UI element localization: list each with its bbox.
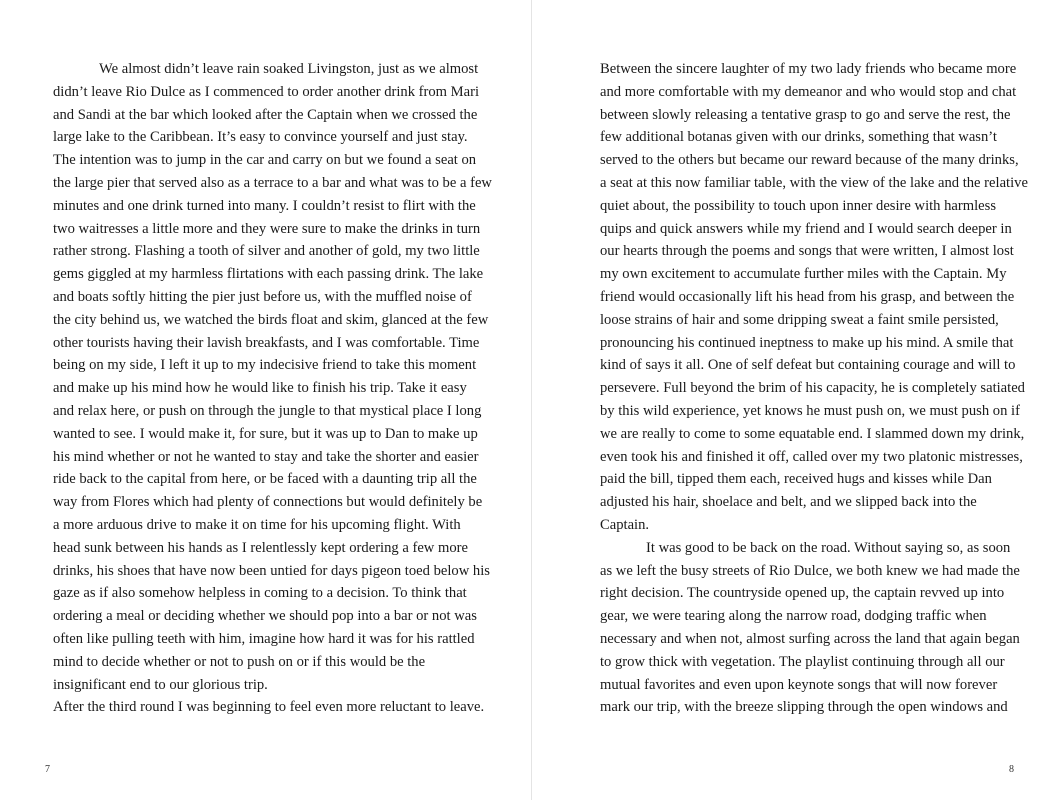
text-line: friend would occasionally lift his head from his grasp, and between the [600, 288, 1015, 305]
text-line: kind of says it all. One of self defeat but containing courage and will to [600, 357, 1016, 374]
text-line: even took his and finished it off, called over my two platonic mistresses, [600, 448, 1023, 465]
text-line: other tourists having their lavish breakfasts, and I was comfortable. Time [53, 334, 480, 351]
text-line: rather strong. Flashing a tooth of silver and another of gold, my two little [53, 243, 480, 260]
right-page-text [600, 58, 1028, 719]
text-line: mind to decide whether or not to push on or if this would be the [53, 653, 426, 670]
text-line: gems giggled at my harmless flirtations with each passing drink. The lake [53, 266, 484, 283]
text-line: being on my side, I left it up to my indecisive friend to take this moment [53, 357, 477, 374]
text-line: and relax here, or push on through the jungle to that mystical place I long [53, 402, 482, 419]
page-number: 8 [1009, 764, 1014, 775]
left-page-text [53, 58, 492, 719]
text-line: we are really to come to some equatable end. I slammed down my drink, [600, 425, 1025, 442]
text-line: mark our trip, with the breeze slipping through the open windows and [600, 699, 1008, 716]
text-line: the city behind us, we watched the birds float and skim, glanced at the few [53, 311, 489, 328]
text-line: and more comfortable with my demeanor and who would stop and chat [600, 83, 1017, 100]
text-line: gear, we were tearing along the narrow road, dodging traffic when [600, 608, 987, 625]
text-line: two waitresses a little more and they were sure to make the drinks in turn [53, 220, 481, 237]
text-line: Between the sincere laughter of my two lady friends who became more [600, 61, 1017, 77]
text-line: We almost didn’t leave rain soaked Livingston, just as we almost [99, 61, 479, 77]
text-line: to grow thick with vegetation. The playlist continuing through all our [600, 653, 1005, 670]
text-line: ride back to the capital from here, or be faced with a daunting trip all the [53, 471, 477, 488]
text-line: and Sandi at the bar which looked after the Captain when we crossed the [53, 106, 478, 123]
text-line: as we left the busy streets of Rio Dulce, we both knew we had made the [600, 562, 1020, 579]
text-line: by this wild experience, yet knows he must push on, we must push on if [600, 402, 1020, 419]
text-line: and make up his mind how he would like to finish his trip. Take it easy [53, 380, 467, 397]
text-line: head sunk between his hands as I relentlessly kept ordering a few more [53, 539, 468, 556]
text-line: drinks, his shoes that have now been untied for days pigeon toed below his [53, 562, 490, 579]
text-line: paid the bill, tipped them each, received hugs and kisses while Dan [600, 471, 992, 488]
text-line: large lake to the Caribbean. It’s easy to convince yourself and just stay. [53, 129, 468, 146]
text-line: his mind whether or not he wanted to stay and take the shorter and easier [53, 448, 479, 465]
text-line: quips and quick answers while my friend and I would search deeper in [600, 220, 1012, 237]
text-line: my own excitement to accumulate further miles with the Captain. My [600, 266, 1007, 283]
text-line: quiet about, the possibility to touch upon inner desire with harmless [600, 197, 996, 214]
text-line: and boats softly hitting the pier just before us, with the muffled noise of [53, 288, 472, 305]
text-line: often like pulling teeth with him, imagine how hard it was for his rattled [53, 630, 475, 647]
text-line: few additional botanas given with our drinks, something that wasn’t [600, 129, 997, 146]
text-line: necessary and when not, almost surfing across the land that again began [600, 630, 1020, 647]
text-line: our hearts through the poems and songs that were written, I almost lost [600, 243, 1014, 260]
text-line: It was good to be back on the road. Without saying so, as soon [646, 539, 1011, 556]
right-page [532, 0, 1063, 800]
text-line: loose strains of hair and some dripping sweat a faint smile persisted, [600, 311, 999, 328]
text-line: pronouncing his continued ineptness to make up his mind. A smile that [600, 334, 1014, 351]
text-line: After the third round I was beginning to feel even more reluctant to leave. [53, 699, 485, 716]
text-line: adjusted his hair, shoelace and belt, and we slipped back into the [600, 494, 977, 511]
text-line: didn’t leave Rio Dulce as I commenced to order another drink from Mari [53, 83, 480, 100]
page-number: 7 [45, 764, 50, 775]
left-page [0, 0, 531, 800]
text-line: way from Flores which had plenty of connections but would definitely be [53, 494, 483, 511]
text-line: persevere. Full beyond the brim of his capacity, he is completely satiated [600, 380, 1025, 397]
text-line: right decision. The countryside opened up, the captain revved up into [600, 585, 1005, 602]
text-line: The intention was to jump in the car and carry on but we found a seat on [53, 152, 477, 169]
text-line: the large pier that served also as a terrace to a bar and what was to be a few [53, 174, 492, 191]
text-line: insignificant end to our glorious trip. [53, 676, 268, 693]
text-line: gaze as if also somehow helpless in coming to a decision. To think that [53, 585, 467, 602]
text-line: served to the others but became our reward because of the many drinks, [600, 152, 1019, 169]
text-line: mutual favorites and even upon keynote songs that will now forever [600, 676, 998, 693]
text-line: wanted to see. I would make it, for sure, but it was up to Dan to make up [53, 425, 478, 442]
text-line: Captain. [600, 516, 650, 533]
text-line: between slowly releasing a tentative grasp to go and serve the rest, the [600, 106, 1011, 123]
text-line: ordering a meal or deciding whether we should pop into a bar or not was [53, 608, 477, 625]
text-line: a seat at this now familiar table, with the view of the lake and the relative [600, 174, 1028, 191]
text-line: minutes and one drink turned into many. I couldn’t resist to flirt with the [53, 197, 476, 214]
text-line: a more arduous drive to make it on time for his upcoming flight. With [53, 516, 461, 533]
